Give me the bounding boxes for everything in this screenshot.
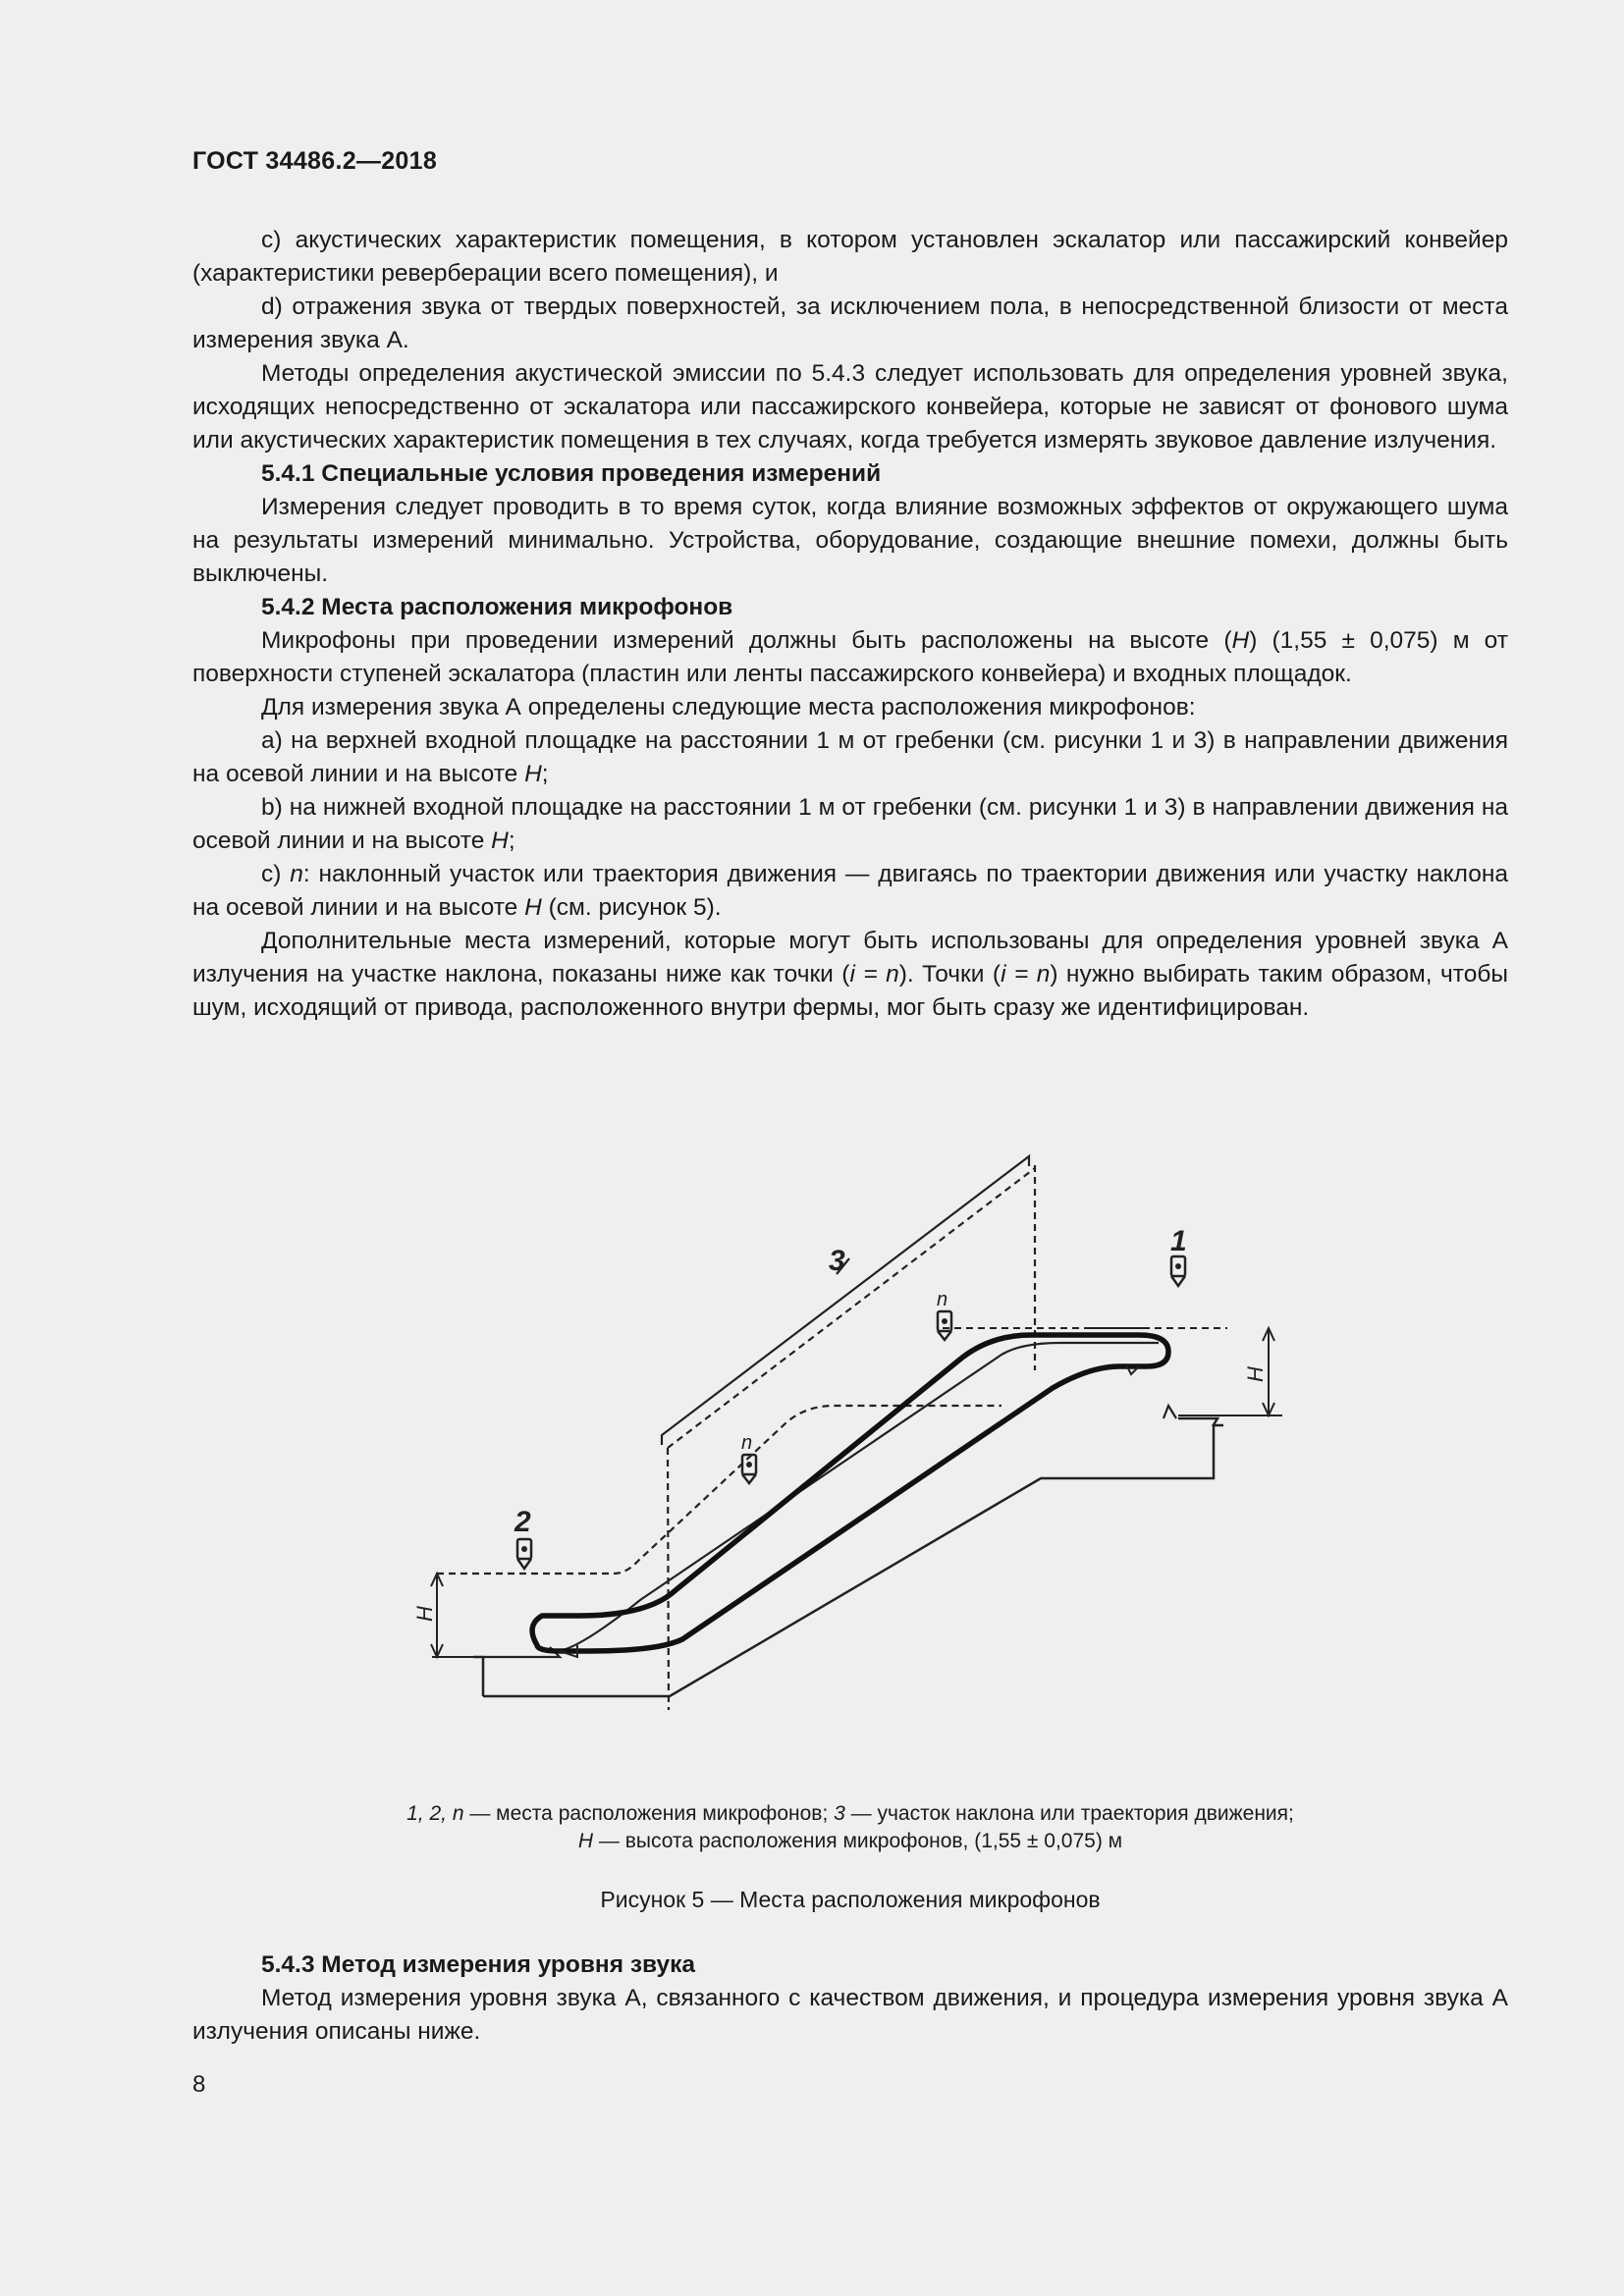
paragraph-additional-points: Дополнительные места измерений, которые могут быть использованы для определения уровней звука А излучения на участке наклона, показаны ниже как точки (i = n). Точки (i = n) нужно выбирать таким образом, чтобы шум, исходящий от привода, расположенного внутри фермы, мог быть сразу же идентифицирован.: [192, 928, 1508, 1021]
section-3-bracket: [662, 1156, 1029, 1445]
paragraph-5-4-3: Метод измерения уровня звука А, связанного с качеством движения, и процедура измерения уровня звука А излучения описаны ниже.: [192, 1985, 1508, 2045]
handrail-inner-guide: [483, 1343, 1176, 1657]
heading-5-4-2: 5.4.2 Места расположения микрофонов: [261, 594, 733, 620]
label-n-upper: n: [937, 1289, 948, 1310]
handrail: [532, 1335, 1168, 1651]
paragraph-methods: Методы определения акустической эмиссии по 5.4.3 следует использовать для определения уровней звука, исходящих непосредственно от эскалатора или пассажирского конвейера, которые не зависят от фонового шума или акустических характеристик помещения в тех случаях, когда требуется измерять звуковое давление излучения.: [192, 360, 1508, 454]
list-item-c: c) n: наклонный участок или траектория движения — двигаясь по траектории движения или участку наклона на осевой линии и на высоте H (см. рисунок 5).: [192, 861, 1508, 921]
label-1: 1: [1170, 1225, 1187, 1257]
section-5-4-3: [192, 1949, 1508, 2049]
label-h-left: H: [412, 1606, 437, 1622]
height-dimension-left: [431, 1574, 483, 1657]
paragraph-microphone-height: Микрофоны при проведении измерений должны быть расположены на высоте (H) (1,55 ± 0,075) м от поверхности ступеней эскалатора (пластин или ленты пассажирского конвейера) и входных площадок.: [192, 627, 1508, 687]
paragraph-d: d) отражения звука от твердых поверхностей, за исключением пола, в непосредственной близости от места измерения звука А.: [192, 294, 1508, 353]
paragraph-c: c) акустических характеристик помещения, в котором установлен эскалатор или пассажирский конвейер (характеристики реверберации всего помещения), и: [192, 227, 1508, 287]
paragraph-5-4-1: Измерения следует проводить в то время суток, когда влияние возможных эффектов от окружающего шума на результаты измерений минимально. Устройства, оборудование, создающие внешние помехи, должны быть выключены.: [192, 494, 1508, 587]
comb-plates: [560, 1366, 1139, 1657]
label-h-right: H: [1243, 1366, 1268, 1382]
truss-outline: [473, 1418, 1223, 1696]
label-3: 3: [829, 1245, 845, 1277]
body-text: [192, 224, 1508, 1025]
mic-marker-2: [514, 1506, 531, 1569]
figure-legend: [192, 1800, 1508, 1855]
legend-line-2: H — высота расположения микрофонов, (1,55 ± 0,075) м: [577, 1830, 1123, 1852]
mic-marker-1: [1170, 1225, 1187, 1286]
paragraph-mic-locations-intro: Для измерения звука А определены следующие места расположения микрофонов:: [261, 694, 1196, 721]
escalator-diagram: [412, 1148, 1268, 1737]
label-n-lower: n: [741, 1432, 753, 1454]
label-2: 2: [514, 1506, 531, 1538]
list-item-a: a) на верхней входной площадке на расстоянии 1 м от гребенки (см. рисунки 1 и 3) в направлении движения на осевой линии и на высоте H;: [192, 727, 1508, 787]
heading-5-4-3: 5.4.3 Метод измерения уровня звука: [261, 1951, 695, 1978]
legend-line-1: 1, 2, n — места расположения микрофонов; 3 — участок наклона или траектория движения;: [406, 1802, 1294, 1825]
mic-marker-n-upper: [937, 1289, 951, 1340]
escalator-outline: [437, 1165, 1035, 1710]
figure-caption: Рисунок 5 — Места расположения микрофонов: [600, 1887, 1101, 1912]
list-item-b: b) на нижней входной площадке на расстоянии 1 м от гребенки (см. рисунки 1 и 3) в направлении движения на осевой линии и на высоте H;: [192, 794, 1508, 854]
document-header: ГОСТ 34486.2—2018: [192, 147, 438, 175]
page-number: 8: [192, 2071, 206, 2098]
figure-5-escalator-diagram: [412, 1148, 1268, 1737]
heading-5-4-1: 5.4.1 Специальные условия проведения измерений: [261, 460, 882, 487]
